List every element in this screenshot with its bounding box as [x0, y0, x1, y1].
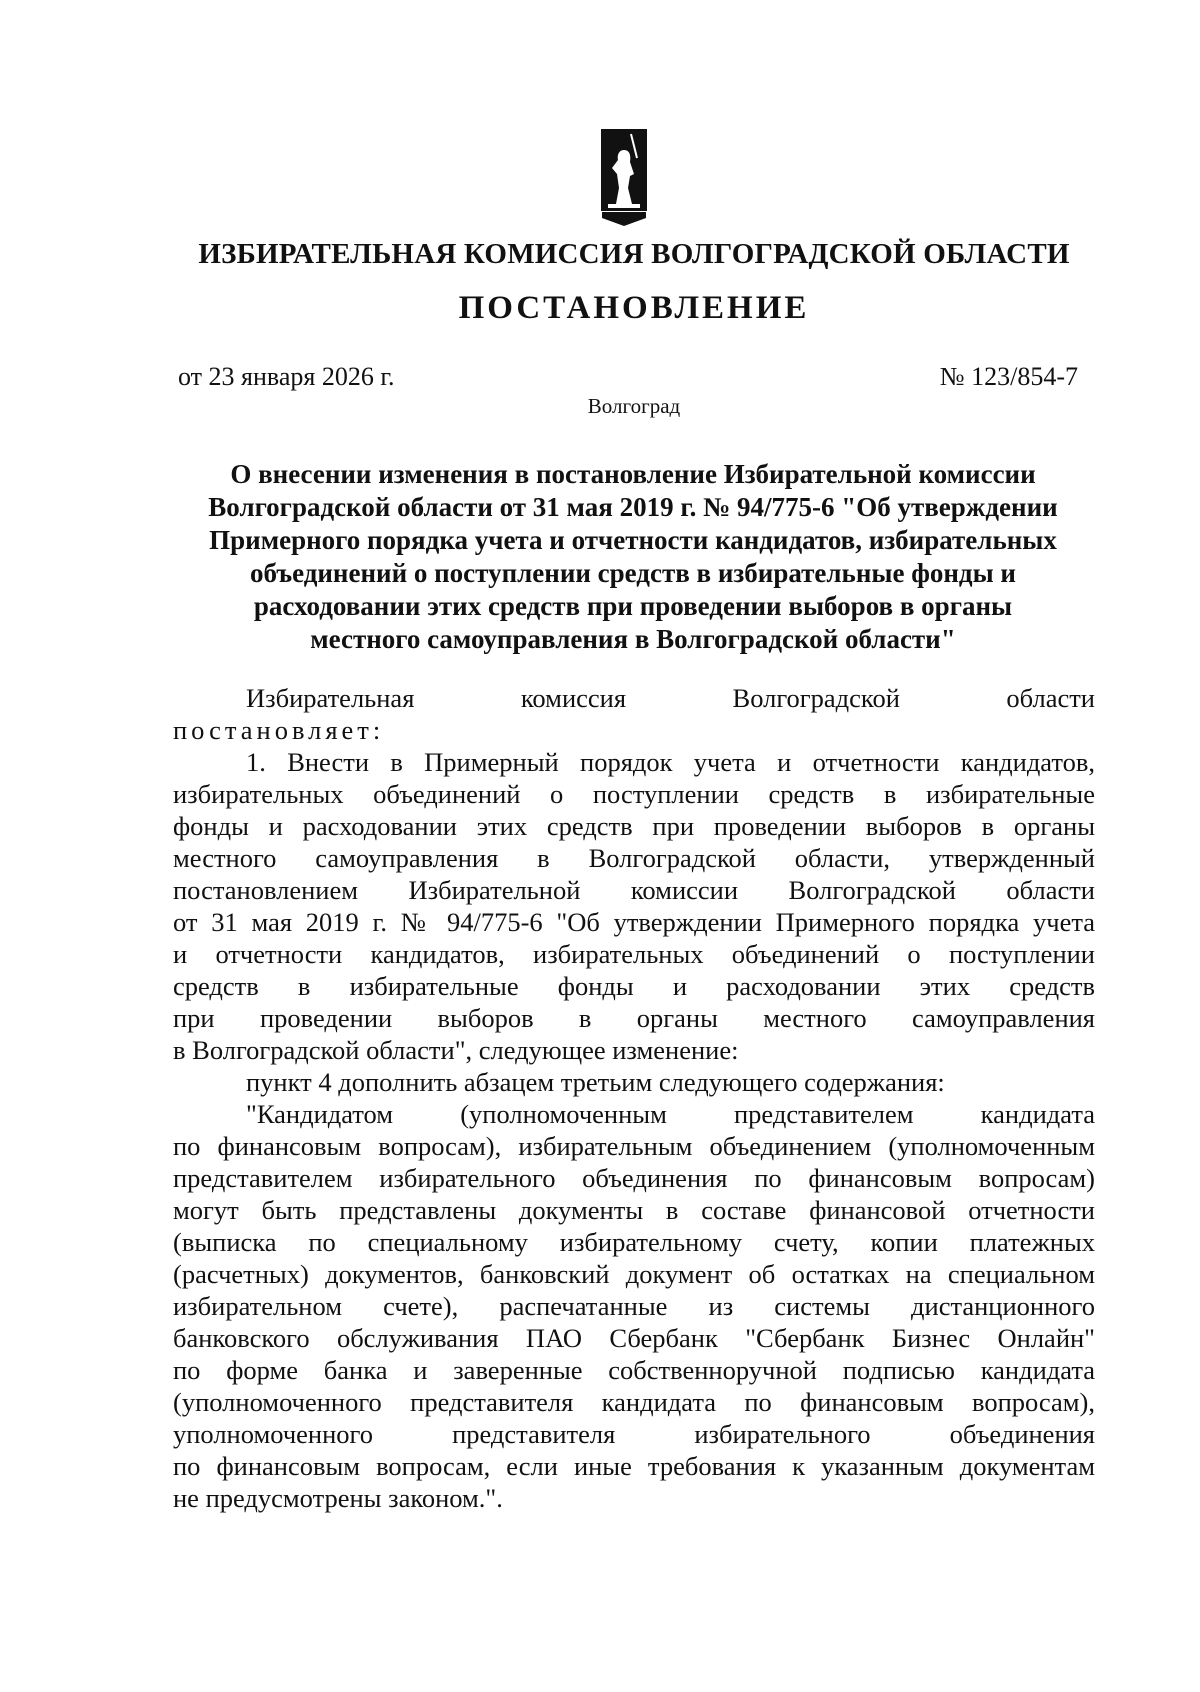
- item-1-line: и отчетности кандидатов, избирательных объединений о поступлении: [173, 939, 1095, 969]
- quote-line: банковского обслуживания ПАО Сбербанк "Сбербанк Бизнес Онлайн": [173, 1323, 1095, 1353]
- quote-line: по финансовым вопросам), избирательным объединением (уполномоченным: [173, 1131, 1095, 1161]
- coat-of-arms-emblem: [600, 128, 648, 228]
- organization-name: ИЗБИРАТЕЛЬНАЯ КОМИССИЯ ВОЛГОГРАДСКОЙ ОБЛАСТИ: [198, 238, 1070, 270]
- quote-line: (выписка по специальному избирательному счету, копии платежных: [173, 1227, 1095, 1257]
- item-1-line: при проведении выборов в органы местного самоуправления: [173, 1003, 1095, 1033]
- item-1-line: местного самоуправления в Волгоградской области, утвержденный: [173, 843, 1095, 873]
- document-title: [170, 458, 1096, 656]
- title-line: местного самоуправления в Волгоградской области": [310, 624, 956, 654]
- item-1-line: фонды и расходовании этих средств при проведении выборов в органы: [173, 811, 1095, 841]
- quote-line: (уполномоченного представителя кандидата по финансовым вопросам),: [173, 1387, 1095, 1417]
- document-number: № 123/854-7: [939, 362, 1078, 391]
- coat-of-arms-icon: [600, 128, 648, 228]
- quote-line: не предусмотрены законом.".: [173, 1483, 503, 1513]
- document-date: от 23 января 2026 г.: [178, 362, 395, 391]
- item-1-line: постановлением Избирательной комиссии Волгоградской области: [173, 875, 1095, 905]
- quote-line: могут быть представлены документы в составе финансовой отчетности: [173, 1195, 1095, 1225]
- item-1-line: 1. Внести в Примерный порядок учета и отчетности кандидатов,: [246, 747, 1095, 777]
- quote-line: по форме банка и заверенные собственноручной подписью кандидата: [173, 1355, 1095, 1385]
- clause-line: пункт 4 дополнить абзацем третьим следующего содержания:: [246, 1067, 945, 1097]
- document-type: ПОСТАНОВЛЕНИЕ: [458, 290, 810, 326]
- item-1-line: от 31 мая 2019 г. № 94/775-6 "Об утверждении Примерного порядка учета: [173, 907, 1095, 937]
- title-line: Волгоградской области от 31 мая 2019 г. № 94/775-6 "Об утверждении: [208, 492, 1058, 522]
- item-1-line: в Волгоградской области", следующее изменение:: [173, 1035, 739, 1065]
- quote-line: (расчетных) документов, банковский документ об остатках на специальном: [173, 1259, 1095, 1289]
- intro-decree-word: постановляет:: [173, 715, 385, 745]
- title-line: Примерного порядка учета и отчетности кандидатов, избирательных: [209, 525, 1057, 555]
- quote-line: представителем избирательного объединения по финансовым вопросам): [173, 1163, 1095, 1193]
- document-city: Волгоград: [587, 394, 681, 418]
- quote-line: "Кандидатом (уполномоченным представителем кандидата: [246, 1099, 1095, 1129]
- item-1-line: избирательных объединений о поступлении средств в избирательные: [173, 779, 1095, 809]
- title-line: расходовании этих средств при проведении выборов в органы: [253, 591, 1013, 621]
- title-line: О внесении изменения в постановление Избирательной комиссии: [230, 459, 1036, 489]
- item-1-line: средств в избирательные фонды и расходовании этих средств: [173, 971, 1095, 1001]
- quote-line: избирательном счете), распечатанные из системы дистанционного: [173, 1291, 1095, 1321]
- intro-line: Избирательная комиссия Волгоградской области: [246, 683, 1095, 713]
- quote-line: по финансовым вопросам, если иные требования к указанным документам: [173, 1451, 1095, 1481]
- title-line: объединений о поступлении средств в избирательные фонды и: [250, 558, 1016, 588]
- document-body: [173, 682, 1095, 1514]
- quote-line: уполномоченного представителя избирательного объединения: [173, 1419, 1095, 1449]
